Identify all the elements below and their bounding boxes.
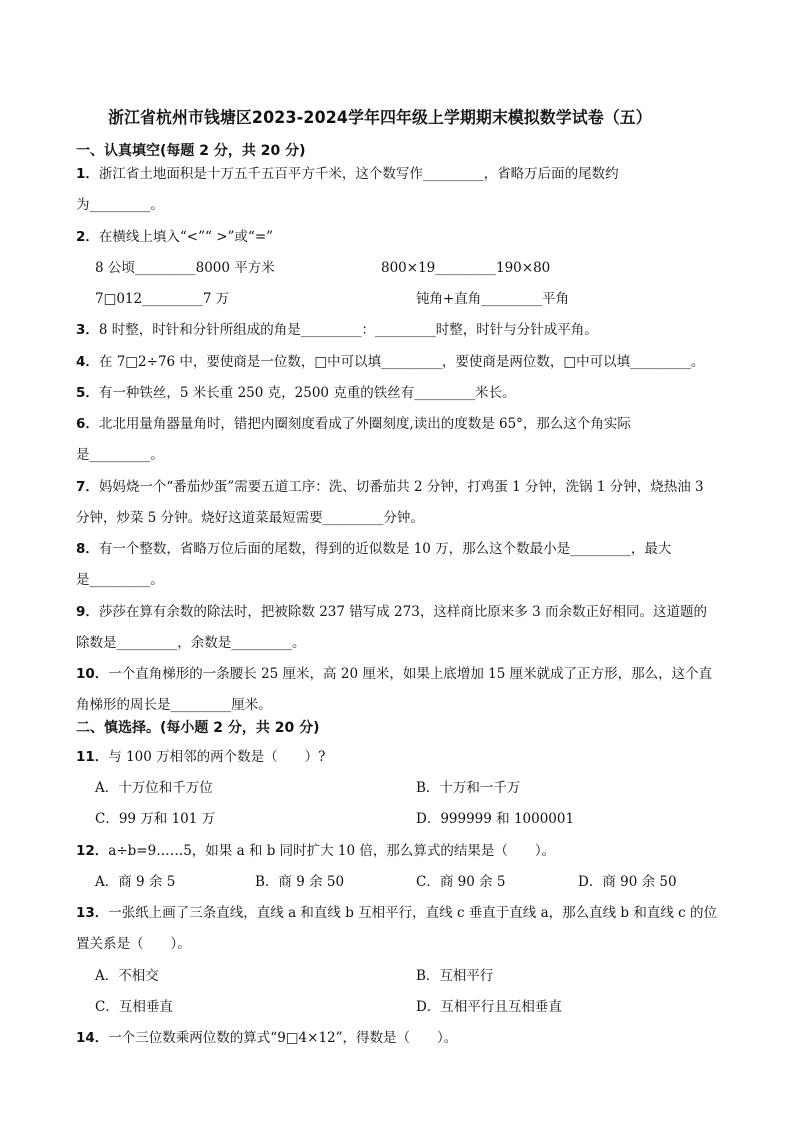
question-1-cont: 为_________。 [76, 197, 164, 213]
question-12: 12．a÷b=9……5，如果 a 和 b 同时扩大 10 倍，那么算式的结果是（ ）。 [76, 843, 556, 859]
question-10-cont: 角梯形的周长是_________厘米。 [76, 697, 272, 713]
question-13-option-d: D．互相平行且互相垂直 [416, 999, 562, 1015]
question-10: 10．一个直角梯形的一条腰长 25 厘米，高 20 厘米，如果上底增加 15 厘米就成了正方形，那么，这个直 [76, 666, 713, 682]
question-14: 14．一个三位数乘两位数的算式“9□4×12”，得数是（ ）。 [76, 1030, 458, 1046]
question-2-item-a: 8 公顷_________8000 平方米 [95, 260, 275, 276]
question-5: 5．有一种铁丝，5 米长重 250 克，2500 克重的铁丝有_________米长。 [76, 385, 516, 401]
question-8: 8．有一个整数，省略万位后面的尾数，得到的近似数是 10 万，那么这个数最小是_________，最大 [76, 541, 672, 557]
section-heading-multiple-choice: 二、慎选择。(每小题 2 分，共 20 分) [76, 720, 320, 736]
question-7-cont: 分钟，炒菜 5 分钟。烧好这道菜最短需要_________分钟。 [76, 510, 424, 526]
question-13-cont: 置关系是（ ）。 [76, 936, 191, 952]
question-12-option-c: C．商 90 余 5 [416, 874, 506, 890]
question-13-option-c: C．互相垂直 [95, 999, 173, 1015]
question-12-option-d: D．商 90 余 50 [578, 874, 677, 890]
question-7: 7．妈妈烧一个“番茄炒蛋”需要五道工序：洗、切番茄共 2 分钟，打鸡蛋 1 分钟，洗锅 1 分钟，烧热油 3 [76, 479, 704, 495]
question-11-option-d: D．999999 和 1000001 [416, 811, 575, 827]
question-11: 11．与 100 万相邻的两个数是（ ）? [76, 749, 326, 765]
question-12-option-b: B．商 9 余 50 [255, 874, 345, 890]
question-2-item-d: 钝角+直角_________平角 [416, 291, 570, 307]
question-1: 1．浙江省土地面积是十万五千五百平方千米，这个数写作_________，省略万后面的尾数约 [76, 166, 619, 182]
question-6: 6．北北用量角器量角时，错把内圈刻度看成了外圈刻度,读出的度数是 65°，那么这个角实际 [76, 416, 631, 432]
question-13-option-b: B．互相平行 [416, 968, 494, 984]
question-8-cont: 是_________。 [76, 572, 164, 588]
page-title: 浙江省杭州市钱塘区2023-2024学年四年级上学期期末模拟数学试卷（五） [108, 108, 652, 127]
question-2: 2．在横线上填入“<”“ >”或“=” [76, 229, 274, 245]
question-11-option-c: C．99 万和 101 万 [95, 811, 216, 827]
question-13: 13．一张纸上画了三条直线，直线 a 和直线 b 互相平行，直线 c 垂直于直线 a，那么直线 b 和直线 c 的位 [76, 905, 718, 921]
question-9-cont: 除数是_________，余数是_________。 [76, 635, 306, 651]
question-2-item-c: 7□012_________7 万 [95, 291, 230, 307]
question-2-item-b: 800×19_________190×80 [381, 260, 551, 276]
question-12-option-a: A．商 9 余 5 [95, 874, 176, 890]
section-heading-fill-in: 一、认真填空(每题 2 分，共 20 分) [76, 143, 306, 159]
question-6-cont: 是_________。 [76, 447, 164, 463]
question-11-option-b: B．十万和一千万 [416, 780, 521, 796]
question-3: 3．8 时整，时针和分针所组成的角是_________：_________时整，时针与分针成平角。 [76, 322, 598, 338]
question-13-option-a: A．不相交 [95, 968, 159, 984]
question-11-option-a: A．十万位和千万位 [95, 780, 213, 796]
question-9: 9．莎莎在算有余数的除法时，把被除数 237 错写成 273，这样商比原来多 3 而余数正好相同。这道题的 [76, 604, 707, 620]
question-4: 4．在 7□2÷76 中，要使商是一位数，□中可以填_________，要使商是两位数，□中可以填_________。 [76, 354, 705, 370]
